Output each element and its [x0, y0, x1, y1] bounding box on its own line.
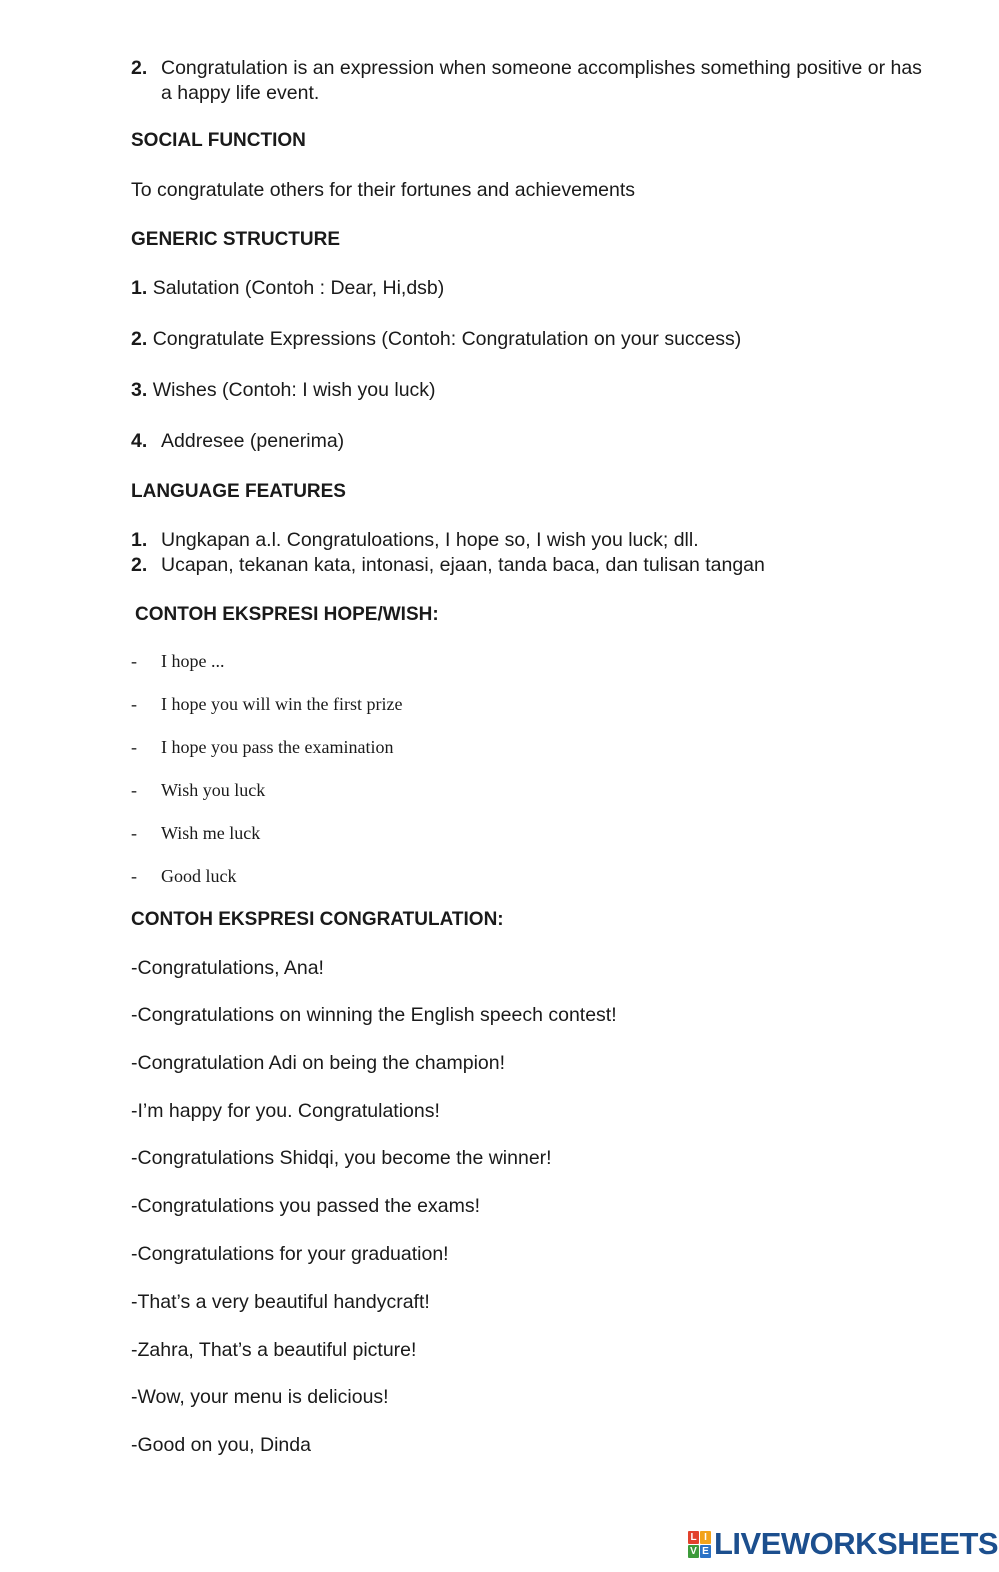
logo-wordmark: LIVEWORKSHEETS [714, 1526, 999, 1561]
bullet-dash: - [131, 694, 137, 714]
congratulation-item: -Wow, your menu is delicious! [131, 1386, 389, 1408]
bullet-dash: - [131, 866, 137, 886]
item-text: Congratulate Expressions (Contoh: Congratulation on your success) [152, 328, 742, 350]
item-text: Ungkapan a.l. Congratuloations, I hope so, I wish you luck; dll. [161, 529, 699, 551]
hope-wish-item: I hope ... [161, 651, 225, 671]
item-number: 1. [131, 529, 148, 551]
item-text: Ucapan, tekanan kata, intonasi, ejaan, tanda baca, dan tulisan tangan [161, 554, 765, 576]
intro-item-number: 2. [131, 57, 148, 79]
bullet-dash: - [131, 823, 137, 843]
hope-wish-heading: CONTOH EKSPRESI HOPE/WISH: [135, 604, 439, 625]
item-number: 1. [131, 277, 148, 299]
generic-structure-item [131, 429, 344, 454]
congratulation-item: -Congratulation Adi on being the champion! [131, 1052, 506, 1074]
social-function-heading: SOCIAL FUNCTION [131, 130, 306, 151]
item-text: Wishes (Contoh: I wish you luck) [152, 379, 436, 401]
congratulation-item: -Good on you, Dinda [131, 1434, 311, 1456]
generic-structure-item [131, 378, 436, 403]
item-number: 3. [131, 379, 148, 401]
congratulation-item: -Congratulations for your graduation! [131, 1243, 449, 1265]
generic-structure-heading: GENERIC STRUCTURE [131, 229, 341, 250]
intro-item-text: Congratulation is an expression when someone accomplishes something positive or has a happy life event. [161, 57, 922, 104]
logo-letter: V [688, 1545, 699, 1558]
congratulation-heading: CONTOH EKSPRESI CONGRATULATION: [131, 909, 504, 930]
generic-structure-item [131, 276, 444, 301]
congratulation-item: -Congratulations, Ana! [131, 957, 324, 979]
language-features-item [131, 553, 765, 578]
logo-letter: L [688, 1531, 699, 1544]
item-number: 2. [131, 328, 148, 350]
language-features-heading: LANGUAGE FEATURES [131, 481, 346, 502]
item-number: 2. [131, 554, 148, 576]
congratulation-item: -Congratulations you passed the exams! [131, 1195, 481, 1217]
logo-mark-icon [688, 1531, 711, 1558]
generic-structure-item [131, 327, 741, 352]
item-text: Addresee (penerima) [161, 430, 345, 452]
liveworksheets-logo [688, 1527, 998, 1561]
congratulation-item: -Congratulations Shidqi, you become the winner! [131, 1147, 552, 1169]
bullet-dash: - [131, 737, 137, 757]
social-function-text: To congratulate others for their fortunes and achievements [131, 179, 636, 201]
bullet-dash: - [131, 780, 137, 800]
hope-wish-item: Good luck [161, 866, 237, 886]
bullet-dash: - [131, 651, 137, 671]
hope-wish-item: Wish me luck [161, 823, 261, 843]
hope-wish-item: Wish you luck [161, 780, 266, 800]
item-number: 4. [131, 430, 148, 452]
congratulation-item: -Congratulations on winning the English speech contest! [131, 1004, 617, 1026]
congratulation-item: -That’s a very beautiful handycraft! [131, 1291, 430, 1313]
logo-letter: E [700, 1545, 711, 1558]
congratulation-item: -Zahra, That’s a beautiful picture! [131, 1339, 417, 1361]
item-text: Salutation (Contoh : Dear, Hi,dsb) [152, 277, 445, 299]
congratulation-item: -I’m happy for you. Congratulations! [131, 1100, 440, 1122]
hope-wish-item: I hope you pass the examination [161, 737, 394, 757]
intro-item [131, 56, 931, 106]
hope-wish-item: I hope you will win the first prize [161, 694, 403, 714]
logo-letter: I [700, 1531, 711, 1544]
language-features-item [131, 528, 699, 553]
